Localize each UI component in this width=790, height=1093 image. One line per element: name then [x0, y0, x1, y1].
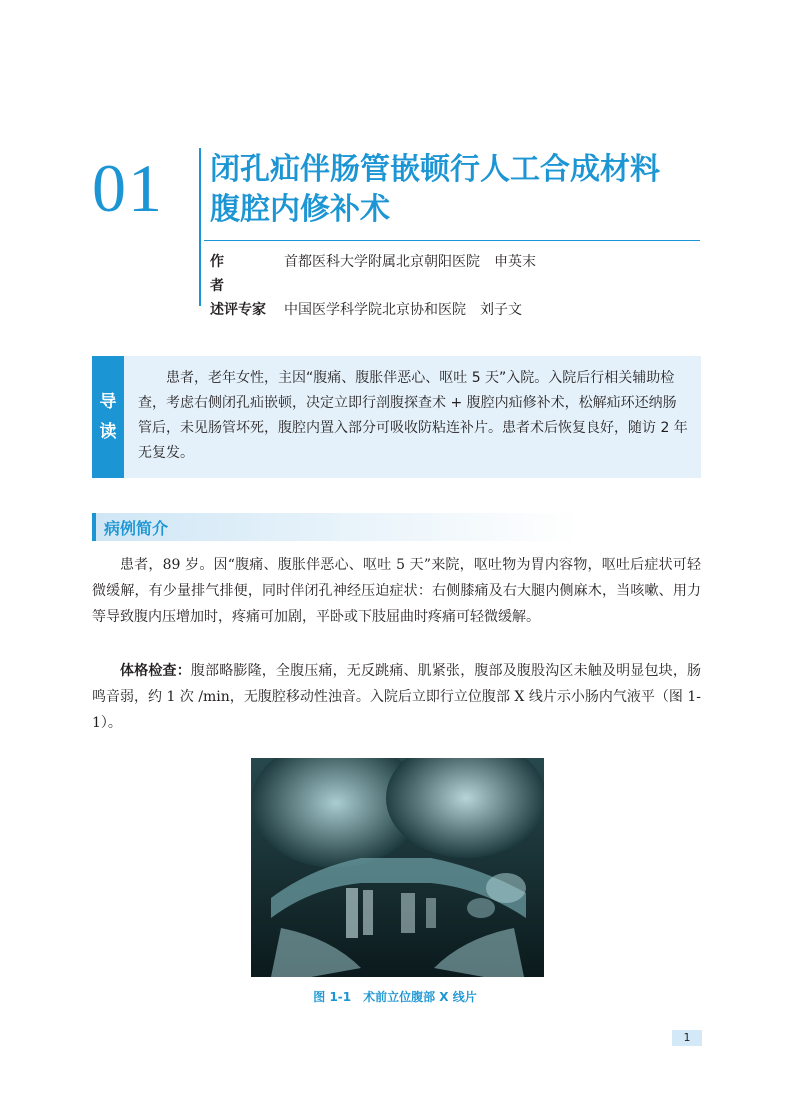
- xray-graphic: [251, 758, 544, 977]
- intro-tab: [92, 356, 124, 478]
- chapter-title-line2: 腹腔内修补术: [210, 192, 390, 227]
- body-paragraph-1: 患者，89 岁。因“腹痛、腹胀伴恶心、呕吐 5 天”来院，呕吐物为胃内容物，呕吐后症状可轻微缓解，有少量排气排便，同时伴闭孔神经压迫症状：右侧膝痛及右大腿内侧麻木，当咳嗽、用力等导致腹内压增加时，疼痛可加剧，平卧或下肢屈曲时疼痛可轻微缓解。: [92, 557, 701, 625]
- section-marker: [92, 513, 96, 541]
- title-rule: [204, 240, 700, 241]
- section-heading-text: 病例简介: [104, 519, 169, 538]
- intro-box: [92, 356, 701, 478]
- body-paragraph-2: [92, 658, 701, 736]
- author-value: 首都医科大学附属北京朝阳医院 申英末: [284, 254, 536, 270]
- section-heading: [92, 513, 701, 541]
- author-row: [210, 250, 536, 298]
- xray-image: [251, 758, 544, 977]
- intro-tab-char2: 读: [99, 422, 117, 442]
- intro-tab-char1: 导: [99, 392, 117, 412]
- author-label: 作者: [210, 254, 248, 294]
- intro-text: 患者，老年女性，主因“腹痛、腹胀伴恶心、呕吐 5 天”入院。入院后行相关辅助检查，考虑右侧闭孔疝嵌顿，决定立即行剖腹探查术 + 腹腔内疝修补术，松解疝环还纳肠管后，未见肠管坏死，腹腔内置入部分可吸收防粘连补片。患者术后恢复良好，随访 2 年无复发。: [138, 370, 688, 461]
- exam-text: 腹部略膨隆，全腹压痛，无反跳痛、肌紧张，腹部及腹股沟区未触及明显包块，肠鸣音弱，约 1 次 /min，无腹腔移动性浊音。入院后立即行立位腹部 X 线片示小肠内气液平（图 1-1）。: [92, 663, 701, 731]
- authors-block: [210, 250, 536, 322]
- reviewer-label: 述评专家: [210, 302, 266, 318]
- reviewer-value: 中国医学科学院北京协和医院 刘子文: [284, 302, 522, 318]
- exam-label: 体格检查：: [120, 663, 191, 679]
- figure-caption: 图 1-1 术前立位腹部 X 线片: [313, 990, 477, 1004]
- chapter-divider: [199, 148, 201, 306]
- reviewer-row: [210, 298, 536, 322]
- chapter-number: 01: [92, 150, 164, 226]
- chapter-title-line1: 闭孔疝伴肠管嵌顿行人工合成材料: [210, 152, 660, 187]
- page-number: 1: [672, 1030, 702, 1046]
- chapter-title: [210, 150, 710, 230]
